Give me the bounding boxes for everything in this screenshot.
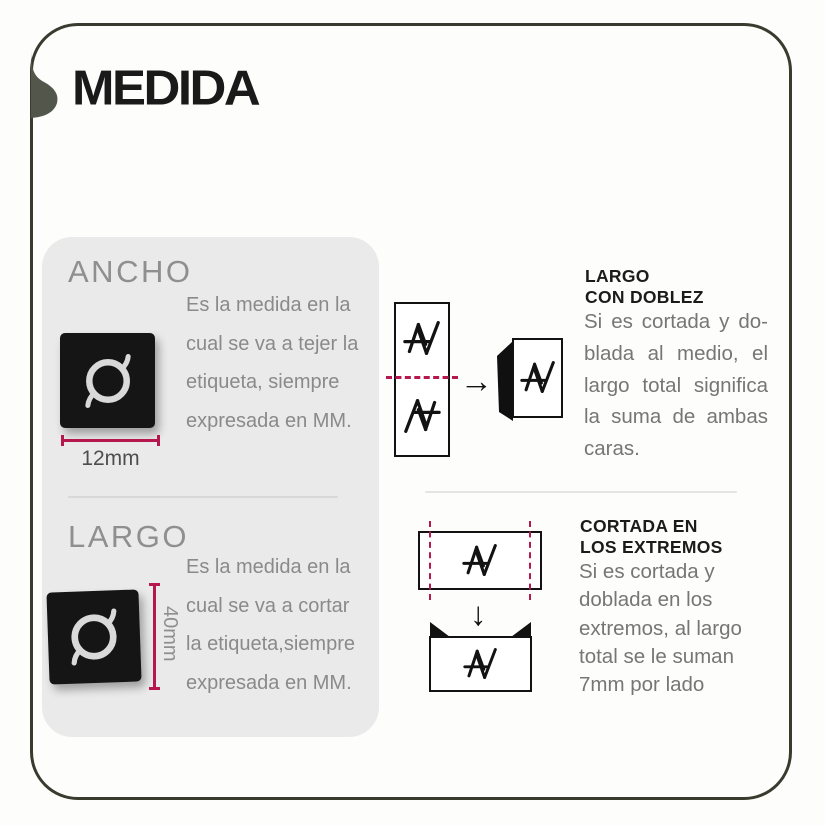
body-line: Si es cortada y bbox=[579, 560, 715, 583]
av-monogram-icon bbox=[463, 647, 498, 680]
body-line: caras. bbox=[584, 437, 640, 461]
av-monogram-icon bbox=[403, 320, 441, 356]
largo-measure-line bbox=[153, 583, 156, 690]
largo-description bbox=[186, 556, 364, 710]
corner-tab-shape bbox=[19, 48, 65, 124]
right-column-divider bbox=[425, 491, 737, 493]
ring-logo-icon bbox=[72, 345, 144, 417]
extremos-heading-line2: LOS EXTREMOS bbox=[580, 537, 723, 557]
ancho-heading: ANCHO bbox=[68, 254, 193, 289]
body-line: expresada en MM. bbox=[186, 671, 352, 694]
body-line: etiqueta, siempre bbox=[186, 371, 340, 393]
body-line: total se le suman bbox=[579, 644, 734, 668]
body-line: expresada en MM. bbox=[186, 409, 352, 432]
body-line: cual se va a tejer la bbox=[186, 332, 359, 355]
extremos-description bbox=[579, 560, 769, 701]
av-monogram-icon bbox=[462, 543, 498, 577]
largo-heading: LARGO bbox=[68, 519, 190, 554]
ancho-label-photo bbox=[60, 333, 155, 428]
doblez-heading-line2: CON DOBLEZ bbox=[585, 287, 704, 307]
body-line: 7mm por lado bbox=[579, 673, 705, 697]
av-monogram-flipped-icon bbox=[403, 398, 441, 434]
av-monogram-icon bbox=[520, 360, 556, 394]
cut-line-dashed-left bbox=[429, 521, 431, 600]
ancho-measure-label: 12mm bbox=[81, 447, 140, 470]
fold-line-dashed bbox=[386, 376, 458, 379]
body-line: Es la medida en la bbox=[186, 556, 351, 578]
body-line: la suma de ambas bbox=[584, 405, 768, 429]
body-line: cual se va a cortar bbox=[186, 594, 350, 617]
body-line: Es la medida en la bbox=[186, 294, 351, 316]
doblez-description bbox=[584, 310, 768, 469]
extremos-heading-line1: CORTADA EN bbox=[580, 516, 698, 536]
ring-logo-icon bbox=[56, 599, 133, 676]
page-title: MEDIDA bbox=[72, 59, 259, 116]
panel-divider bbox=[68, 496, 338, 498]
ancho-description bbox=[186, 294, 361, 448]
cut-line-dashed-right bbox=[529, 521, 531, 600]
body-line: extremos, al largo bbox=[579, 616, 742, 640]
body-line: largo total significa bbox=[584, 373, 768, 397]
down-arrow-icon: ↓ bbox=[470, 595, 487, 632]
body-line: la etiqueta,siempre bbox=[186, 633, 355, 655]
folded-corner-flaps bbox=[429, 621, 532, 637]
largo-measure-label: 40mm bbox=[159, 606, 181, 662]
body-line: Si es cortada y do- bbox=[584, 310, 768, 333]
right-arrow-icon: → bbox=[460, 362, 493, 399]
body-line: doblada en los bbox=[579, 588, 713, 612]
largo-label-photo bbox=[46, 589, 141, 684]
doblez-heading-line1: LARGO bbox=[585, 266, 650, 286]
ancho-measure-line bbox=[61, 439, 160, 442]
body-line: blada al medio, el bbox=[584, 341, 768, 365]
